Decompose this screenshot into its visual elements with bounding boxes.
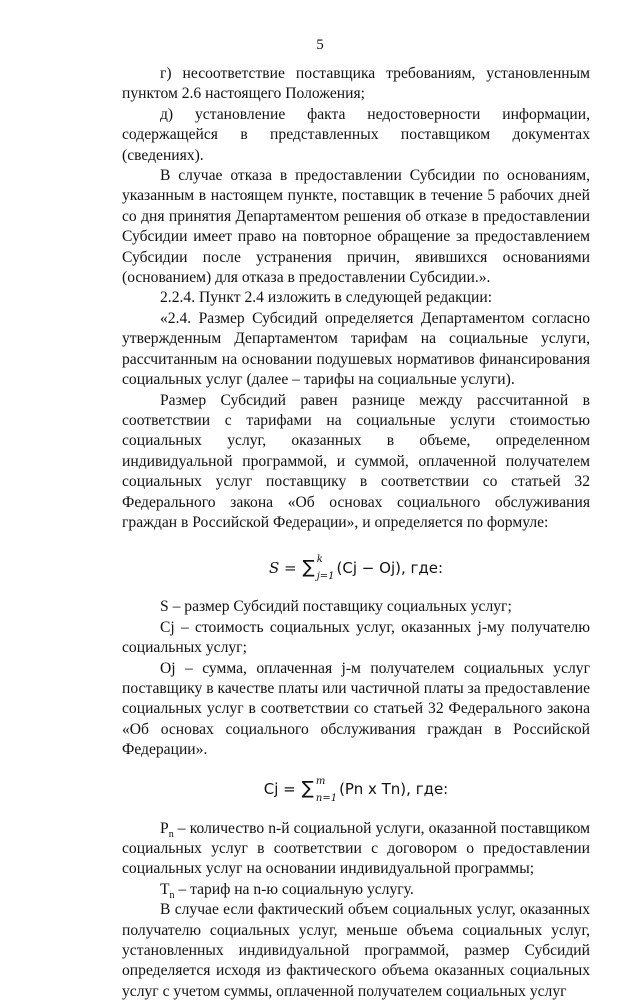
formula-subsidy [122, 539, 590, 597]
sum-symbol: ∑ [301, 778, 314, 800]
paragraph-refusal: В случае отказа в предоставлении Субсидии по основаниям, указанным в настоящем пункте, поставщик в течение 5 рабочих дней со дня принятия Департаментом решения об отказе в предоставлении Субсидии имеет право на повторное обращение за предоставлением Субсидии после устранения причин, явившихся основаниями (основанием) для отказа в предоставлении Субсидии.». [122, 167, 590, 287]
paragraph-actual-volume: В случае если фактический объем социальных услуг, оказанных получателю социальных услуг, меньше объема социальных услуг, установленных индивидуальной программой, размер Субсидий определяется исходя из фактического объема оказанных социальных услуг с учетом суммы, оплаченной получателем социальных услуг [122, 901, 590, 1000]
definition-oj: Oj – сумма, оплаченная j-м получателем социальных услуг поставщику в качестве платы или частичной платы за предоставление социальных услуг в соответствии со статьей 32 Федерального закона «Об основах социального обслуживания граждан в Российской Федерации». [122, 659, 590, 759]
document-body [122, 64, 590, 1002]
formula-body: (Cj − Oj), где: [336, 559, 444, 578]
paragraph-item-g: г) несоответствие поставщика требованиям, установленным пунктом 2.6 настоящего Положения; [122, 65, 590, 103]
definition-pn [122, 819, 590, 880]
paragraph-subsidy-size: Размер Субсидий равен разнице между рассчитанной в соответствии с тарифами на социальные услуги стоимостью социальных услуг, оказанных в объеме, определенном индивидуальной программой, и суммой, оплаченной получателем социальных услуг поставщику в соответствии со статьей 32 Федерального закона «Об основах социального обслуживания граждан в Российской Федерации», и определяется по формуле: [122, 391, 590, 531]
pn-letter: P [160, 819, 169, 837]
formula-lhs: S = [268, 559, 297, 578]
formula-lhs: Cj = [263, 780, 296, 799]
sum-lower-limit: j=1 [316, 571, 335, 583]
paragraph-clause-2-4: «2.4. Размер Субсидий определяется Департаментом согласно утвержденным Департаментом тарифам на социальные услуги, рассчитанным на основании подушевых нормативов финансирования социальных услуг (далее – тарифы на социальные услуги). [122, 309, 590, 389]
sum-symbol: ∑ [302, 557, 315, 579]
tn-subscript: n [169, 889, 175, 901]
pn-subscript: n [168, 828, 174, 840]
sum-upper-limit: m [315, 775, 326, 787]
definition-tn [122, 880, 590, 900]
formula-body: (Pn x Tn), где: [339, 780, 449, 799]
formula-cost [122, 761, 590, 819]
sum-upper-limit: k [316, 554, 323, 566]
definition-cj: Cj – стоимость социальных услуг, оказанных j-му получателю социальных услуг; [122, 618, 590, 657]
sum-lower-limit: n=1 [315, 792, 338, 804]
tn-letter: T [160, 880, 170, 898]
paragraph-clause-2-2-4: 2.2.4. Пункт 2.4 изложить в следующей редакции: [160, 289, 493, 307]
paragraph-item-d: д) установление факта недостоверности информации, содержащейся в представленных поставщиком документах (сведениях). [122, 105, 590, 164]
tn-text: – тариф на n-ю социальную услугу. [174, 880, 414, 898]
page-number: 5 [316, 37, 324, 53]
pn-text: – количество n-й социальной услуги, оказанной поставщиком социальных услуг в соответствии с договором о предоставлении социальных услуг на основании индивидуальной программы; [122, 819, 590, 878]
definition-s: S – размер Субсидий поставщику социальных услуг; [160, 598, 512, 616]
